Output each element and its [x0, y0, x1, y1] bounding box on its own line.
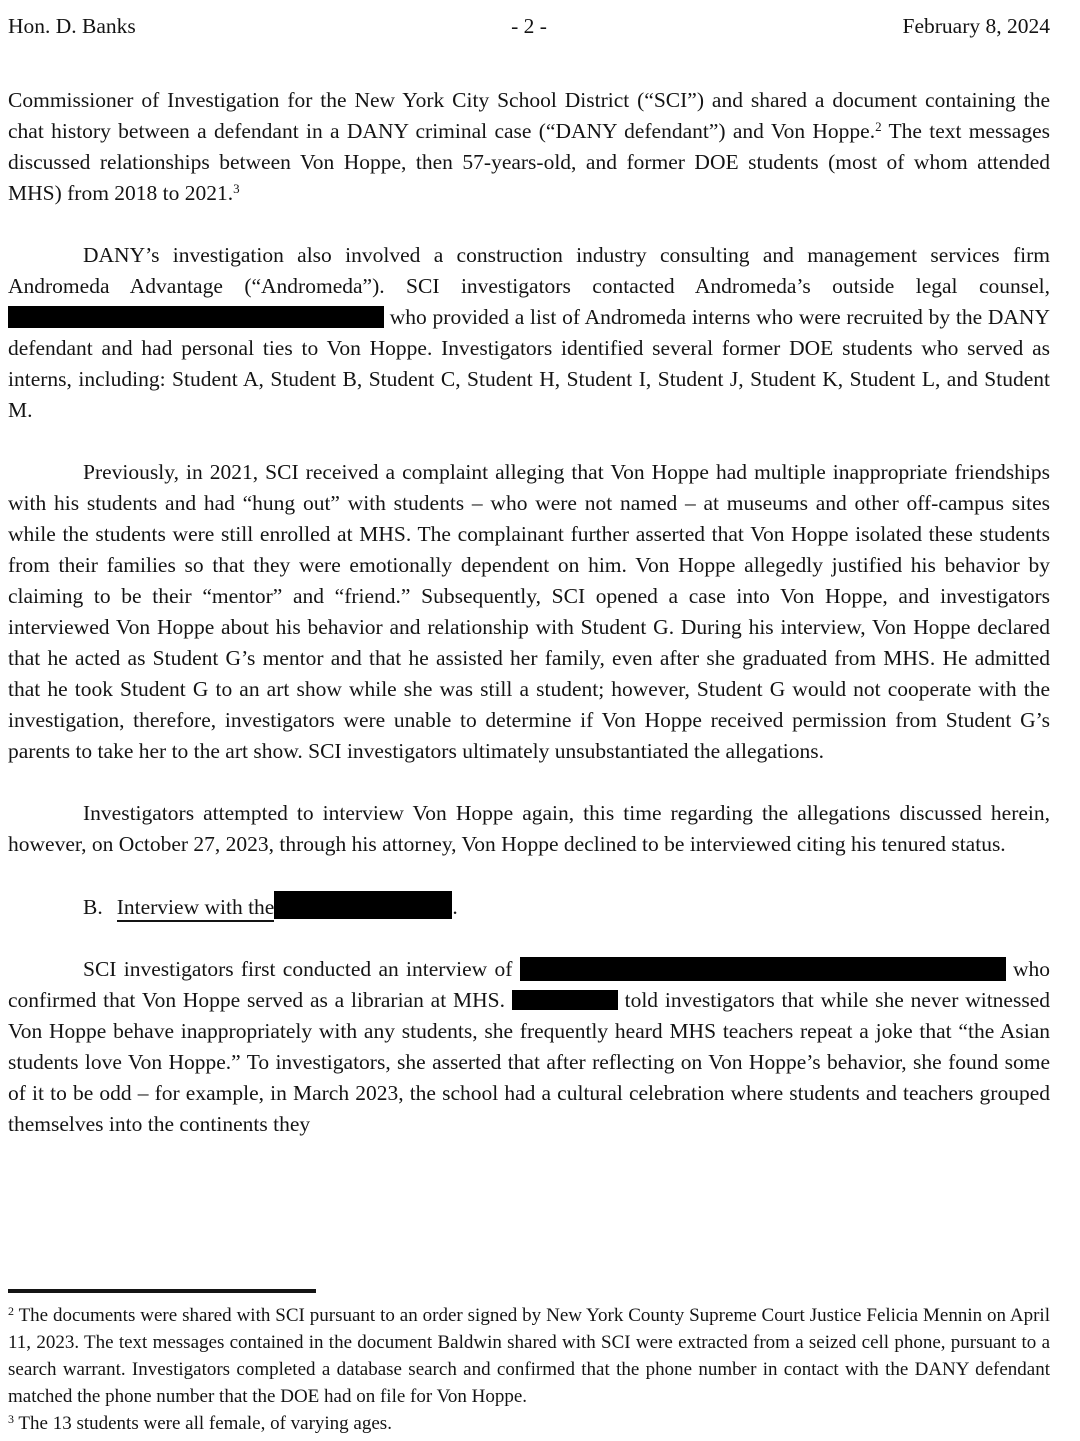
paragraph-5-text: SCI investigators first conducted an interview of: [83, 957, 520, 981]
page-number: - 2 -: [511, 14, 547, 38]
paragraph-2-text-cont: who provided a list of Andromeda interns who were recruited by the DANY defendant and had personal ties to Von Hoppe. Investigators identified several former DOE students who served as interns, including: Student A, Student B, Student C, Student H, Student I, Student J, Student K, Student L, and Student M.: [8, 305, 1050, 422]
redaction-bar-name: [512, 990, 618, 1010]
footnote-2-text: The documents were shared with SCI pursuant to an order signed by New York County Supreme Court Justice Felicia Mennin on April 11, 2023. The text messages contained in the document Baldwin shared with SCI were extracted from a seized cell phone, pursuant to a search warrant. Investigators completed a database search and confirmed that the phone number in contact with the DANY defendant matched the phone number that the DOE had on file for Von Hoppe.: [8, 1305, 1050, 1407]
paragraph-5-text-cont-2: told investigators that while she never witnessed Von Hoppe behave inappropriately with any students, she frequently heard MHS teachers repeat a joke that “the Asian students love Von Hoppe.” To investigators, she asserted that after reflecting on Von Hoppe’s behavior, she found some of it to be odd – for example, in March 2023, the school had a cultural celebration where students and teachers grouped themselves into the continents they: [8, 988, 1050, 1136]
paragraph-3-text: Previously, in 2021, SCI received a complaint alleging that Von Hoppe had multiple inappropriate friendships with his students and had “hung out” with students – who were not named – at museums and other off-campus sites while the students were still enrolled at MHS. The complainant further asserted that Von Hoppe isolated these students from their families so that they were emotionally dependent on him. Von Hoppe allegedly justified his behavior by claiming to be their “mentor” and “friend.” Subsequently, SCI opened a case into Von Hoppe, and investigators interviewed Von Hoppe about his behavior and relationship with Student G. During his interview, Von Hoppe declared that he acted as Student G’s mentor and that he assisted her family, even after she graduated from MHS. He admitted that he took Student G to an art show while she was still a student; however, Student G would not cooperate with the investigation, therefore, investigators were unable to determine if Von Hoppe received permission from Student G’s parents to take her to the art show. SCI investigators ultimately unsubstantiated the allegations.: [8, 460, 1050, 763]
paragraph-2-text: DANY’s investigation also involved a construction industry consulting and management services firm Andromeda Advantage (“Andromeda”). SCI investigators contacted Andromeda’s outside legal counsel,: [8, 243, 1050, 298]
paragraph-1-text: Commissioner of Investigation for the New York City School District (“SCI”) and shared a document containing the chat history between a defendant in a DANY criminal case (“DANY defendant”) and Von Hoppe.: [8, 88, 1050, 143]
footnote-3-mark: 3: [8, 1412, 14, 1426]
page-header: [8, 14, 1050, 39]
footnote-ref-3: 3: [233, 181, 240, 196]
section-title: Interview with the: [117, 895, 275, 922]
header-date: February 8, 2024: [902, 14, 1051, 38]
footnote-2-mark: 2: [8, 1304, 14, 1318]
section-label: B.: [83, 895, 103, 919]
footnote-area: [8, 1289, 1050, 1437]
section-heading-b: [8, 891, 1050, 923]
header-recipient: Hon. D. Banks: [8, 14, 136, 38]
footnote-2: [8, 1302, 1050, 1410]
footnote-3: [8, 1410, 1050, 1437]
redaction-bar-interviewee: [520, 957, 1006, 981]
redaction-bar-heading: [274, 891, 452, 919]
paragraph-5: [8, 954, 1050, 1140]
footnote-ref-2: 2: [875, 119, 882, 134]
footnote-3-text: The 13 students were all female, of varying ages.: [14, 1413, 392, 1434]
paragraph-5-text-cont: who confirmed that Von Hoppe served as a librarian at MHS.: [8, 957, 1050, 1012]
paragraph-1: [8, 85, 1050, 209]
section-heading-period: .: [452, 895, 458, 919]
paragraph-2: [8, 240, 1050, 426]
paragraph-4: [8, 798, 1050, 860]
footnote-separator-rule: [8, 1289, 316, 1293]
redaction-bar-counsel: [8, 306, 384, 328]
paragraph-4-text: Investigators attempted to interview Von Hoppe again, this time regarding the allegations discussed herein, however, on October 27, 2023, through his attorney, Von Hoppe declined to be interviewed citing his tenured status.: [8, 801, 1050, 856]
paragraph-3: [8, 457, 1050, 767]
paragraph-1-text-cont: The text messages discussed relationships between Von Hoppe, then 57-years-old, and former DOE students (most of whom attended MHS) from 2018 to 2021.: [8, 119, 1050, 205]
